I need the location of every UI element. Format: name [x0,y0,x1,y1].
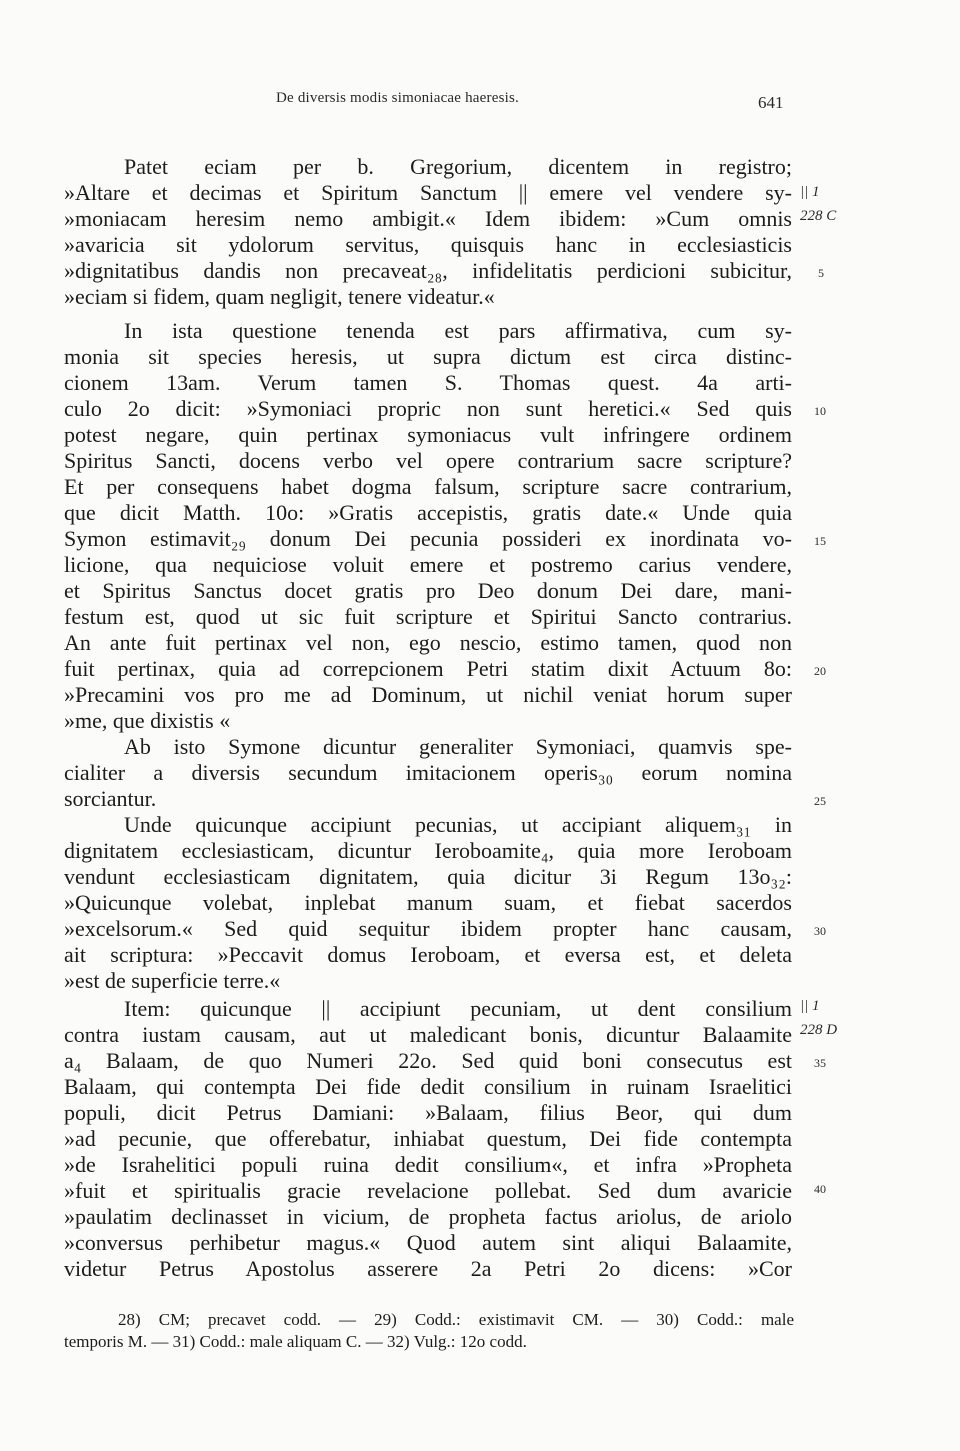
margin-line-number: 30 [814,924,826,938]
footnote-line: 28) CM; precavet codd. — 29) Codd.: existimavit CM. — 30) Codd.: male [118,1310,794,1329]
margin-line-number: 15 [814,534,826,548]
text-line: »Altare et decimas et Spiritum Sanctum || emere vel vendere sy- [64,180,792,205]
text-line: An ante fuit pertinax vel non, ego nescio, estimo tamen, quod non [64,630,792,655]
text-line: »fuit et spiritualis gracie revelacione pollebat. Sed dum avaricie [64,1178,792,1203]
text-line: »paulatim declinasset in vicium, de propheta factus ariolus, de ariolo [64,1204,792,1229]
text-line: Et per consequens habet dogma falsum, scripture sacre contrarium, [64,474,792,499]
text-line: licione, qua nequiciose voluit emere et postremo carius vendere, [64,552,792,577]
footnote-line: temporis M. — 31) Codd.: male aliquam C. — 32) Vulg.: 12o codd. [64,1332,527,1351]
margin-line-number: 40 [814,1182,826,1196]
text-line: »conversus perhibetur magus.« Quod autem sint aliqui Balaamite, [64,1230,792,1255]
text-line: In ista questione tenenda est pars affirmativa, cum sy- [124,318,792,343]
text-line: »de Israhelitici populi ruina dedit consilium«, et infra »Propheta [64,1152,792,1177]
text-line: cionem 13am. Verum tamen S. Thomas quest. 4a arti- [64,370,792,395]
text-line: »moniacam heresim nemo ambigit.« Idem ibidem: »Cum omnis [64,206,792,231]
margin-note: 228 C [800,208,837,224]
text-line: »Precamini vos pro me ad Dominum, ut nichil veniat horum super [64,682,792,707]
text-line: contra iustam causam, aut ut maledicant bonis, dicuntur Balaamite [64,1022,792,1047]
text-line: culo 2o dicit: »Symoniaci propric non sunt heretici.« Sed quis [64,396,792,421]
text-line: sorciantur. [64,786,157,811]
page-number: 641 [758,93,784,112]
text-line: Symon estimavit₂₉ donum Dei pecunia possideri ex inordinata vo- [64,526,792,551]
margin-line-number: 25 [814,794,826,808]
margin-line-number: 5 [818,266,824,280]
margin-note: 228 D [800,1022,838,1038]
text-line: a₄ Balaam, de quo Numeri 22o. Sed quid boni consecutus est [64,1048,792,1073]
text-line: »est de superficie terre.« [64,968,281,993]
text-line: Ab isto Symone dicuntur generaliter Symoniaci, quamvis spe- [124,734,792,759]
text-line: vendunt ecclesiasticam dignitatem, quia dicitur 3i Regum 13o₃₂: [64,864,792,889]
text-line: »excelsorum.« Sed quid sequitur ibidem propter hanc causam, [64,916,792,941]
text-line: festum est, quod ut sic fuit scripture et Spiritui Sancto contrarius. [64,604,792,629]
text-line: que dicit Matth. 10o: »Gratis accepistis, gratis date.« Unde quia [64,500,792,525]
text-line: dignitatem ecclesiasticam, dicuntur Ieroboamite₄, quia more Ieroboam [64,838,792,863]
text-line: videtur Petrus Apostolus asserere 2a Petri 2o dicens: »Cor [64,1256,792,1281]
running-header: De diversis modis simoniacae haeresis. [276,90,519,106]
text-line: »avaricia sit ydolorum servitus, quisquis hanc in ecclesiasticis [64,232,792,257]
text-line: potest negare, quin pertinax symoniacus vult infringere ordinem [64,422,792,447]
margin-line-number: 20 [814,664,826,678]
text-line: Unde quicunque accipiunt pecunias, ut accipiant aliquem₃₁ in [124,812,792,837]
text-line: Spiritus Sancti, docens verbo vel opere contrarium sacre scripture? [64,448,792,473]
text-line: monia sit species heresis, ut supra dictum est circa distinc- [64,344,792,369]
margin-note: || 1 [800,184,820,200]
margin-note: || 1 [800,998,820,1014]
text-line: cialiter a diversis secundum imitacionem operis₃₀ eorum nomina [64,760,792,785]
text-line: ait scriptura: »Peccavit domus Ieroboam, et eversa est, et deleta [64,942,792,967]
text-line: »Quicunque volebat, inplebat manum suam, et fiebat sacerdos [64,890,792,915]
text-line: Patet eciam per b. Gregorium, dicentem in registro; [124,154,792,179]
text-line: fuit pertinax, quia ad correpcionem Petri statim dixit Actuum 8o: [64,656,792,681]
text-line: Balaam, qui contempta Dei fide dedit consilium in ruinam Israelitici [64,1074,792,1099]
margin-line-number: 35 [814,1056,826,1070]
text-line: »eciam si fidem, quam negligit, tenere videatur.« [64,284,495,309]
text-line: »ad pecunie, que offerebatur, inhiabat questum, Dei fide contempta [64,1126,792,1151]
text-line: Item: quicunque || accipiunt pecuniam, ut dent consilium [124,996,792,1021]
text-line: populi, dicit Petrus Damiani: »Balaam, filius Beor, qui dum [64,1100,792,1125]
text-line: »me, que dixistis « [64,708,231,733]
margin-line-number: 10 [814,404,826,418]
text-line: »dignitatibus dandis non precaveat₂₈, infidelitatis perdicioni subicitur, [64,258,792,283]
text-line: et Spiritus Sanctus docet gratis pro Deo donum Dei dare, mani- [64,578,792,603]
